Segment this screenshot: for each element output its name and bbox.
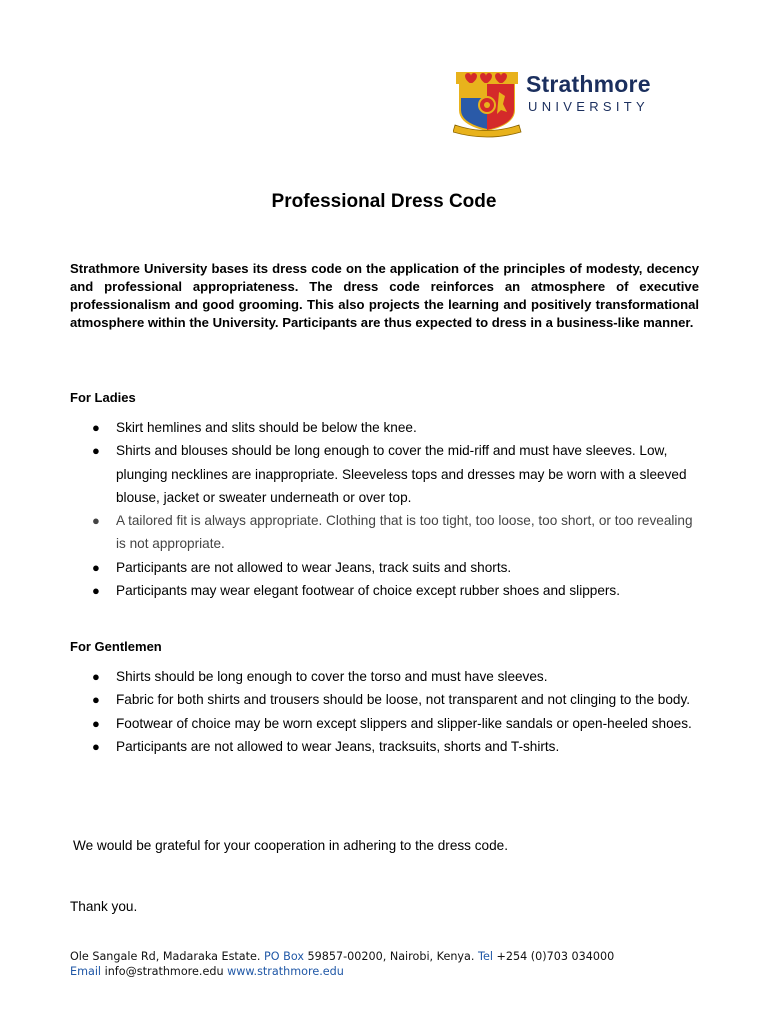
po-box-label: PO Box [264,950,304,963]
list-item-text: Participants may wear elegant footwear of choice except rubber shoes and slippers. [116,583,620,599]
email-link[interactable]: info@strathmore.edu [101,964,228,978]
intro-paragraph: Strathmore University bases its dress code on the application of the principles of modesty, decency and professional appropriateness. The dress code reinforces an atmosphere of executive professionalism and good grooming. This also projects the learning and positively transformational atmosphere within the University. Participants are thus expected to dress in a business-like manner. [70,261,699,331]
ladies-rules-list [70,416,700,602]
tel-label: Tel [478,950,493,963]
university-crest-icon [453,70,523,140]
bullet-icon: ● [92,715,100,731]
bullet-icon: ● [92,583,100,599]
closing-statement: We would be grateful for your cooperation in adhering to the dress code. [73,838,509,853]
list-item [70,712,700,735]
bullet-icon: ● [92,692,100,708]
thanks-line: Thank you. [70,899,138,914]
bullet-icon: ● [92,559,100,575]
footer-line-address [70,950,710,965]
bullet-icon: ● [92,513,100,529]
gentlemen-rules-list [70,665,700,758]
section-heading-ladies: For Ladies [70,390,136,405]
list-item [70,665,700,688]
bullet-icon: ● [92,738,100,754]
list-item-text: Shirts and blouses should be long enough to cover the mid-riff and must have sleeves. Low, plunging necklines are inappropriate. Sleeveless tops and dresses may be worn with a sleeved blouse, jacket or sweater underneath or over top. [116,443,687,505]
section-heading-gentlemen: For Gentlemen [70,639,162,654]
list-item-text: Footwear of choice may be worn except slippers and slipper-like sandals or open-heeled shoes. [116,715,692,731]
list-item-text: Skirt hemlines and slits should be below the knee. [116,420,417,435]
logo-subtitle: UNIVERSITY [528,99,650,114]
bullet-icon: ● [92,443,100,459]
bullet-icon: ● [92,669,100,684]
list-item-text: Participants are not allowed to wear Jeans, track suits and shorts. [116,559,512,575]
bullet-icon: ● [92,420,100,435]
tel-value: +254 (0)703 034000 [492,950,615,963]
list-item [70,688,700,711]
po-box-value: 59857-00200, Nairobi, Kenya. [303,950,479,963]
strathmore-logo [453,70,663,140]
list-item [70,509,700,556]
email-label: Email [70,964,102,978]
list-item [70,439,700,509]
list-item-text: Participants are not allowed to wear Jeans, tracksuits, shorts and T-shirts. [116,738,560,754]
page-title: Professional Dress Code [271,191,497,212]
logo-name: Strathmore [526,71,651,97]
list-item [70,579,700,602]
list-item-text: A tailored fit is always appropriate. Clothing that is too tight, too loose, too short, or too revealing is not appropriate. [116,513,693,552]
list-item [70,416,700,439]
list-item [70,556,700,579]
list-item [70,735,700,758]
list-item-text: Fabric for both shirts and trousers should be loose, not transparent and not clinging to the body. [116,692,691,708]
footer-contact [70,950,710,979]
address-text: Ole Sangale Rd, Madaraka Estate. [70,950,265,963]
footer-line-contact [70,965,710,980]
list-item-text: Shirts should be long enough to cover the torso and must have sleeves. [116,669,548,684]
website-link[interactable]: www.strathmore.edu [227,964,344,978]
